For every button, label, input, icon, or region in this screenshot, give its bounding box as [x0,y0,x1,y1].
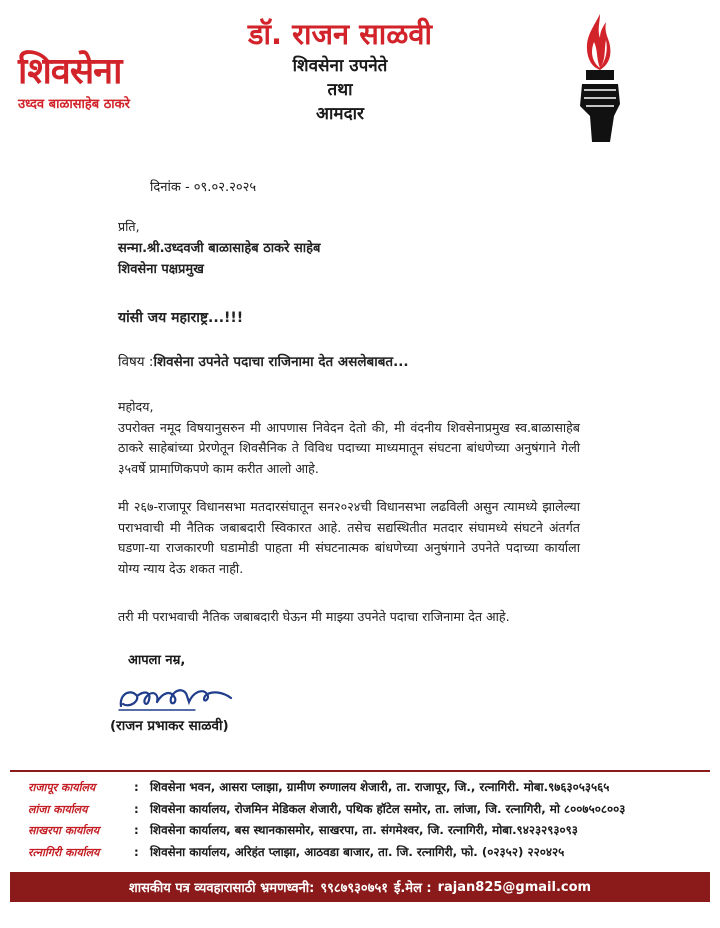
subject-text: शिवसेना उपनेते पदाचा राजिनामा देत असलेबाबत... [153,354,409,370]
contact-label: शासकीय पत्र व्यवहारासाठी भ्रमणध्वनी: [128,881,315,896]
contact-phone: ९९८७९३०७५१ [320,881,388,896]
author-designation-conjunction: तथा [327,80,353,100]
letterhead-title [200,14,480,126]
subject-line [118,352,580,373]
office-address: शिवसेना भवन, आसरा प्लाझा, ग्रामीण रुग्णालय शेजारी, ता. राजापूर, जि., रत्नागिरी. मोबा.९७६३०५३५६५ [150,780,610,794]
shivsena-logo [18,52,168,112]
greeting: यांसी जय महाराष्ट्र...!!! [118,310,244,326]
office-label: राजापूर कार्यालय [28,781,96,794]
contact-bar [10,872,710,902]
signoff: आपला नम्र, [128,653,186,668]
letter-date: दिनांक - ०९.०२.२०२५ [150,180,257,195]
signature-image [115,680,235,714]
recipient-block [118,217,580,280]
torch-icon [570,12,630,147]
paragraph-1-text: उपरोक्त नमूद विषयानुसरुन मी आपणास निवेदन देतो की, मी वंदनीय शिवसेनाप्रमुख स्व.बाळासाहेब ठाकरे साहेबांच्या प्रेरणेतून शिवसैनिक ते विविध पदाच्या माध्यमातून संघटना बांधणेच्या अनुषंगाने गेली ३५वर्षे प्रामाणिकपणे काम करीत आलो आहे. [118,419,580,476]
office-row-rajapur: राजापूर कार्यालय : शिवसेना भवन, आसरा प्लाझा, ग्रामीण रुग्णालय शेजारी, ता. राजापूर, जि., रत्नागिरी. मोबा.९७६३०५३५६५ [28,777,708,799]
footer-divider [10,770,710,772]
office-row-sakharpa: साखरपा कार्यालय : शिवसेना कार्यालय, बस स्थानकासमोर, साखरपा, ता. संगमेश्वर, जि. रत्नागिरी, मोबा.९४२३२९३०९३ [28,820,708,842]
paragraph-3: तरी मी पराभवाची नैतिक जबाबदारी घेऊन मी माझ्या उपनेते पदाचा राजिनामा देत आहे. [118,609,510,624]
salutation: महोदय, [118,399,154,414]
office-row-ratnagiri: रत्नागिरी कार्यालय : शिवसेना कार्यालय, अरिहंत प्लाझा, आठवडा बाजार, ता. जि. रत्नागिरी, फो. (०२३५२) २२०४२५ [28,842,708,864]
office-label: लांजा कार्यालय [28,802,88,816]
office-address: शिवसेना कार्यालय, रोजमिन मेडिकल शेजारी, पथिक हॉटेल समोर, ता. लांजा, जि. रत्नागिरी, मो ८००७५०८००३ [150,801,626,816]
office-address: शिवसेना कार्यालय, बस स्थानकासमोर, साखरपा, ता. संगमेश्वर, जि. रत्नागिरी, मोबा.९४२३२९३०९३ [150,823,578,837]
email-address: rajan825@gmail.com [437,879,592,895]
office-row-lanja: लांजा कार्यालय : शिवसेना कार्यालय, रोजमिन मेडिकल शेजारी, पथिक हॉटेल समोर, ता. लांजा, जि. रत्नागिरी, मो ८००७५०८००३ [28,799,708,821]
paragraph-1 [118,397,580,479]
office-label: साखरपा कार्यालय [28,824,100,837]
office-list [28,777,708,863]
subject-label: विषय : [118,354,154,370]
logo-subtext: उध्दव बाळासाहेब ठाकरे [18,97,130,112]
recipient-title: शिवसेना पक्षप्रमुख [118,261,204,277]
to-label: प्रति, [118,219,140,234]
signatory-name: (राजन प्रभाकर साळवी) [110,718,229,734]
office-label: रत्नागिरी कार्यालय [28,845,100,859]
paragraph-2: मी २६७-राजापूर विधानसभा मतदारसंघातून सन२०२४ची विधानसभा लढविली असुन त्यामध्ये झालेल्या पराभवाची मी नैतिक जबाबदारी स्विकारत आहे. तसेच सद्यस्थितीत मतदार संघामध्ये संघटने अंतर्गत घडणा-या राजकारणी घडामोडी पाहता मी संघटनात्मक बांधणेच्या अनुषंगाने उपनेते पदाच्या कार्याला योग्य न्याय देऊ शकत नाही. [118,499,580,576]
office-address: शिवसेना कार्यालय, अरिहंत प्लाझा, आठवडा बाजार, ता. जि. रत्नागिरी, फो. (०२३५२) २२०४२५ [150,844,565,859]
author-name: डॉ. राजन साळवी [247,17,432,51]
recipient-name: सन्मा.श्री.उध्दवजी बाळासाहेब ठाकरे साहेब [118,240,321,256]
author-designation: शिवसेना उपनेते [292,56,388,76]
logo-text: शिवसेना [18,51,122,92]
author-role: आमदार [316,104,364,124]
email-label: ई.मेल : [393,881,432,896]
